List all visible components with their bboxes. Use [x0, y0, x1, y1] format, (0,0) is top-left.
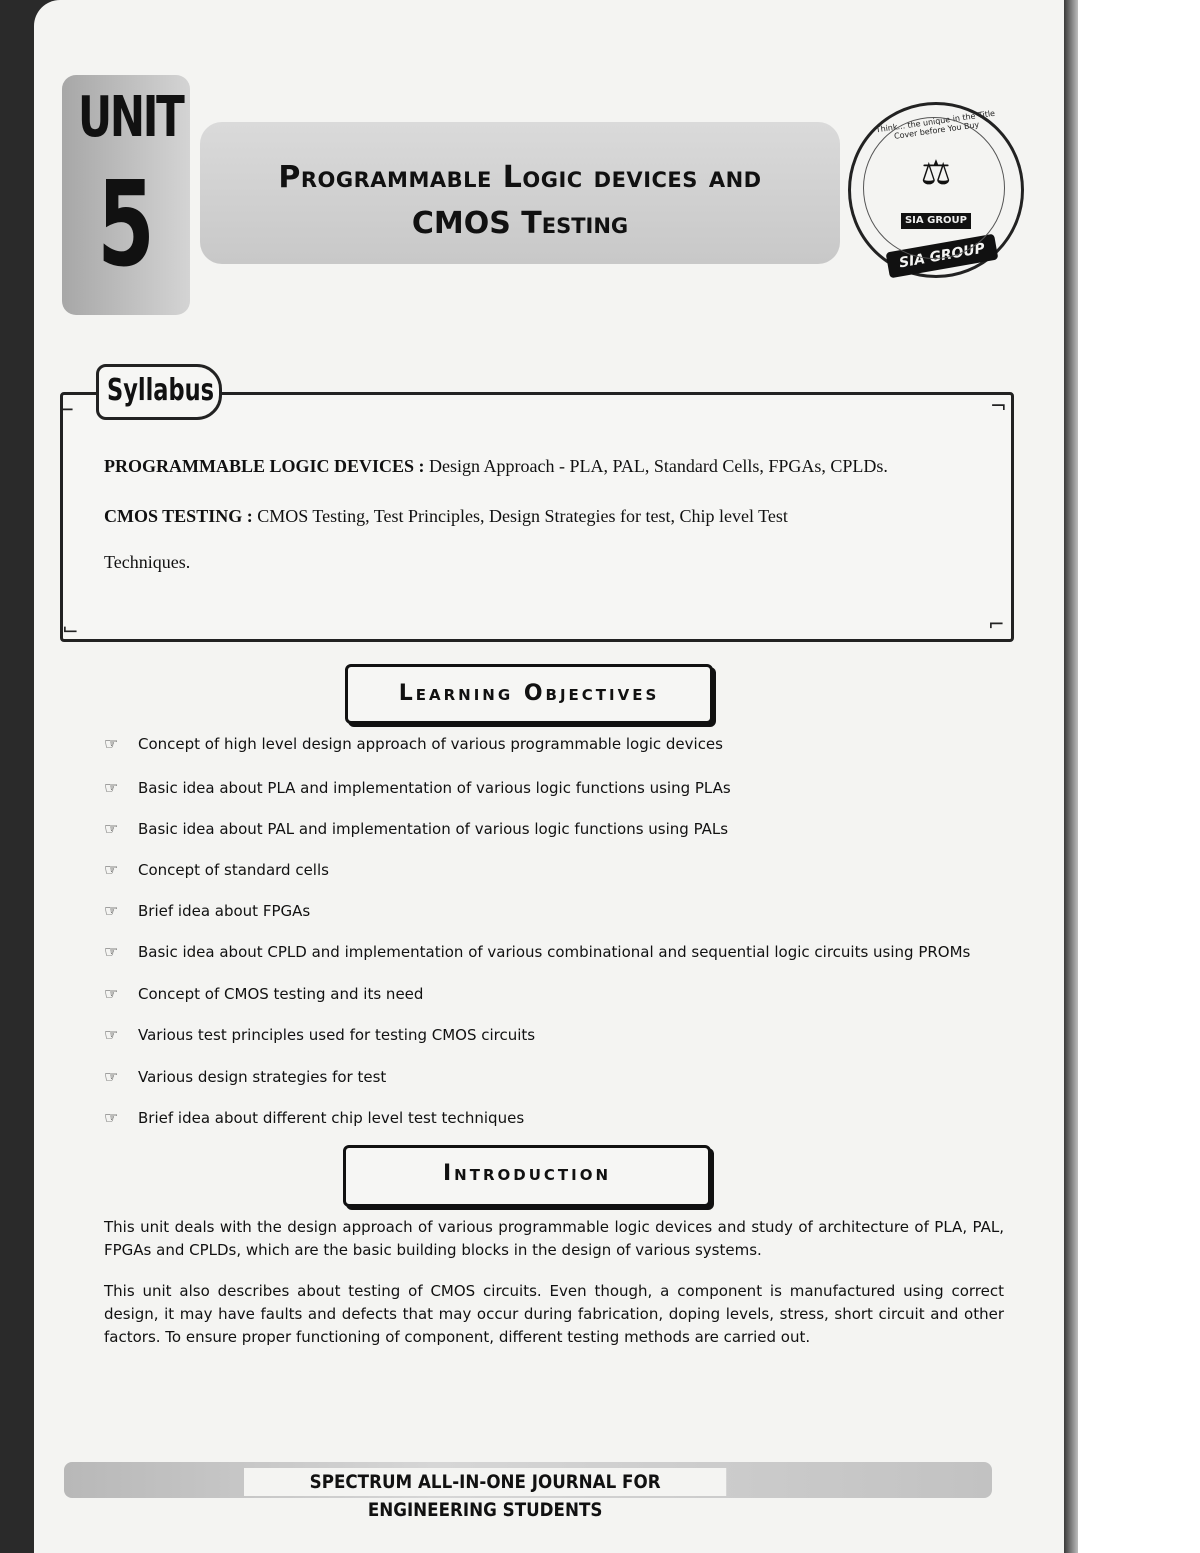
objective-text: Various design strategies for test [138, 1068, 387, 1086]
intro-paragraph: This unit also describes about testing of CMOS circuits. Even though, a component is manufactured using correct design, it may have faults and defects that may occur during fabrication, doping levels, stress, short circuit and other factors. To ensure proper functioning of component, different testing methods are carried out. [104, 1282, 1004, 1346]
list-item [104, 901, 310, 925]
list-item [104, 778, 731, 802]
syllabus-label: Syllabus [107, 373, 215, 408]
pointing-hand-icon: ☞ [104, 1067, 119, 1086]
introduction-heading: Introduction [343, 1145, 711, 1207]
corner-ornament-icon: ⌐ [58, 398, 75, 422]
seal-ribbon: SIA GROUP [886, 234, 999, 279]
list-item [104, 942, 970, 966]
list-item [104, 819, 728, 843]
seal-name: SIA GROUP [901, 213, 971, 229]
syllabus-line-head: CMOS TESTING : [104, 506, 253, 526]
syllabus-line-body: Design Approach - PLA, PAL, Standard Cells, FPGAs, CPLDs. [424, 456, 888, 476]
pointing-hand-icon: ☞ [104, 1108, 119, 1127]
pointing-hand-icon: ☞ [104, 734, 119, 753]
list-item [104, 1108, 524, 1132]
objective-text: Concept of CMOS testing and its need [138, 985, 424, 1003]
objective-text: Brief idea about FPGAs [138, 902, 311, 920]
objective-text: Concept of standard cells [138, 861, 329, 879]
pointing-hand-icon: ☞ [104, 860, 119, 879]
pointing-hand-icon: ☞ [104, 942, 119, 961]
chapter-title-panel [200, 122, 840, 264]
list-item [104, 734, 723, 758]
pointing-hand-icon: ☞ [104, 984, 119, 1003]
footer-title: SPECTRUM ALL-IN-ONE JOURNAL FOR ENGINEERING STUDENTS [244, 1468, 726, 1496]
chapter-title-line-2: CMOS Testing [411, 206, 629, 241]
objective-text: Basic idea about PAL and implementation of various logic functions using PALs [138, 820, 729, 838]
objective-text: Various test principles used for testing CMOS circuits [138, 1026, 536, 1044]
seal-ring-text: Think... the unique in the Title Cover before You Buy [875, 108, 996, 141]
objective-text: Basic idea about PLA and implementation of various logic functions using PLAs [138, 779, 731, 797]
list-item [104, 1067, 386, 1091]
corner-ornament-icon: ¬ [990, 394, 1007, 418]
pointing-hand-icon: ☞ [104, 819, 119, 838]
syllabus-line-body: Techniques. [104, 552, 191, 572]
list-item [104, 1025, 535, 1049]
list-item [104, 984, 423, 1008]
objective-text: Basic idea about CPLD and implementation of various combinational and sequential logic circuits using PROMs [138, 943, 971, 961]
pointing-hand-icon: ☞ [104, 1025, 119, 1044]
syllabus-line [104, 552, 190, 573]
syllabus-line [104, 456, 888, 477]
unit-number: 5 [97, 155, 155, 293]
intro-paragraph: This unit deals with the design approach of various programmable logic devices and study of architecture of PLA, PAL, FPGAs and CPLDs, which are the basic building blocks in the design of various systems. [104, 1218, 1004, 1259]
syllabus-line-head: PROGRAMMABLE LOGIC DEVICES : [104, 456, 425, 476]
list-item [104, 860, 329, 884]
page-edge [1064, 0, 1200, 1553]
objective-text: Concept of high level design approach of various programmable logic devices [138, 735, 723, 753]
syllabus-line [104, 506, 788, 527]
unit-tab [62, 75, 190, 315]
chapter-title-line-1: Programmable Logic devices and [278, 160, 762, 195]
pointing-hand-icon: ☞ [104, 778, 119, 797]
seal-logo-icon: ⚖ [920, 153, 952, 193]
corner-ornament-icon: ⌙ [62, 616, 79, 640]
unit-label: UNIT [78, 85, 183, 150]
objective-text: Brief idea about different chip level test techniques [138, 1109, 525, 1127]
pointing-hand-icon: ☞ [104, 901, 119, 920]
syllabus-tag [96, 364, 222, 420]
syllabus-line-body: CMOS Testing, Test Principles, Design Strategies for test, Chip level Test [252, 506, 788, 526]
learning-objectives-heading: Learning Objectives [345, 664, 713, 724]
publisher-seal [848, 102, 1024, 278]
corner-ornament-icon: ⌐ [988, 612, 1005, 636]
